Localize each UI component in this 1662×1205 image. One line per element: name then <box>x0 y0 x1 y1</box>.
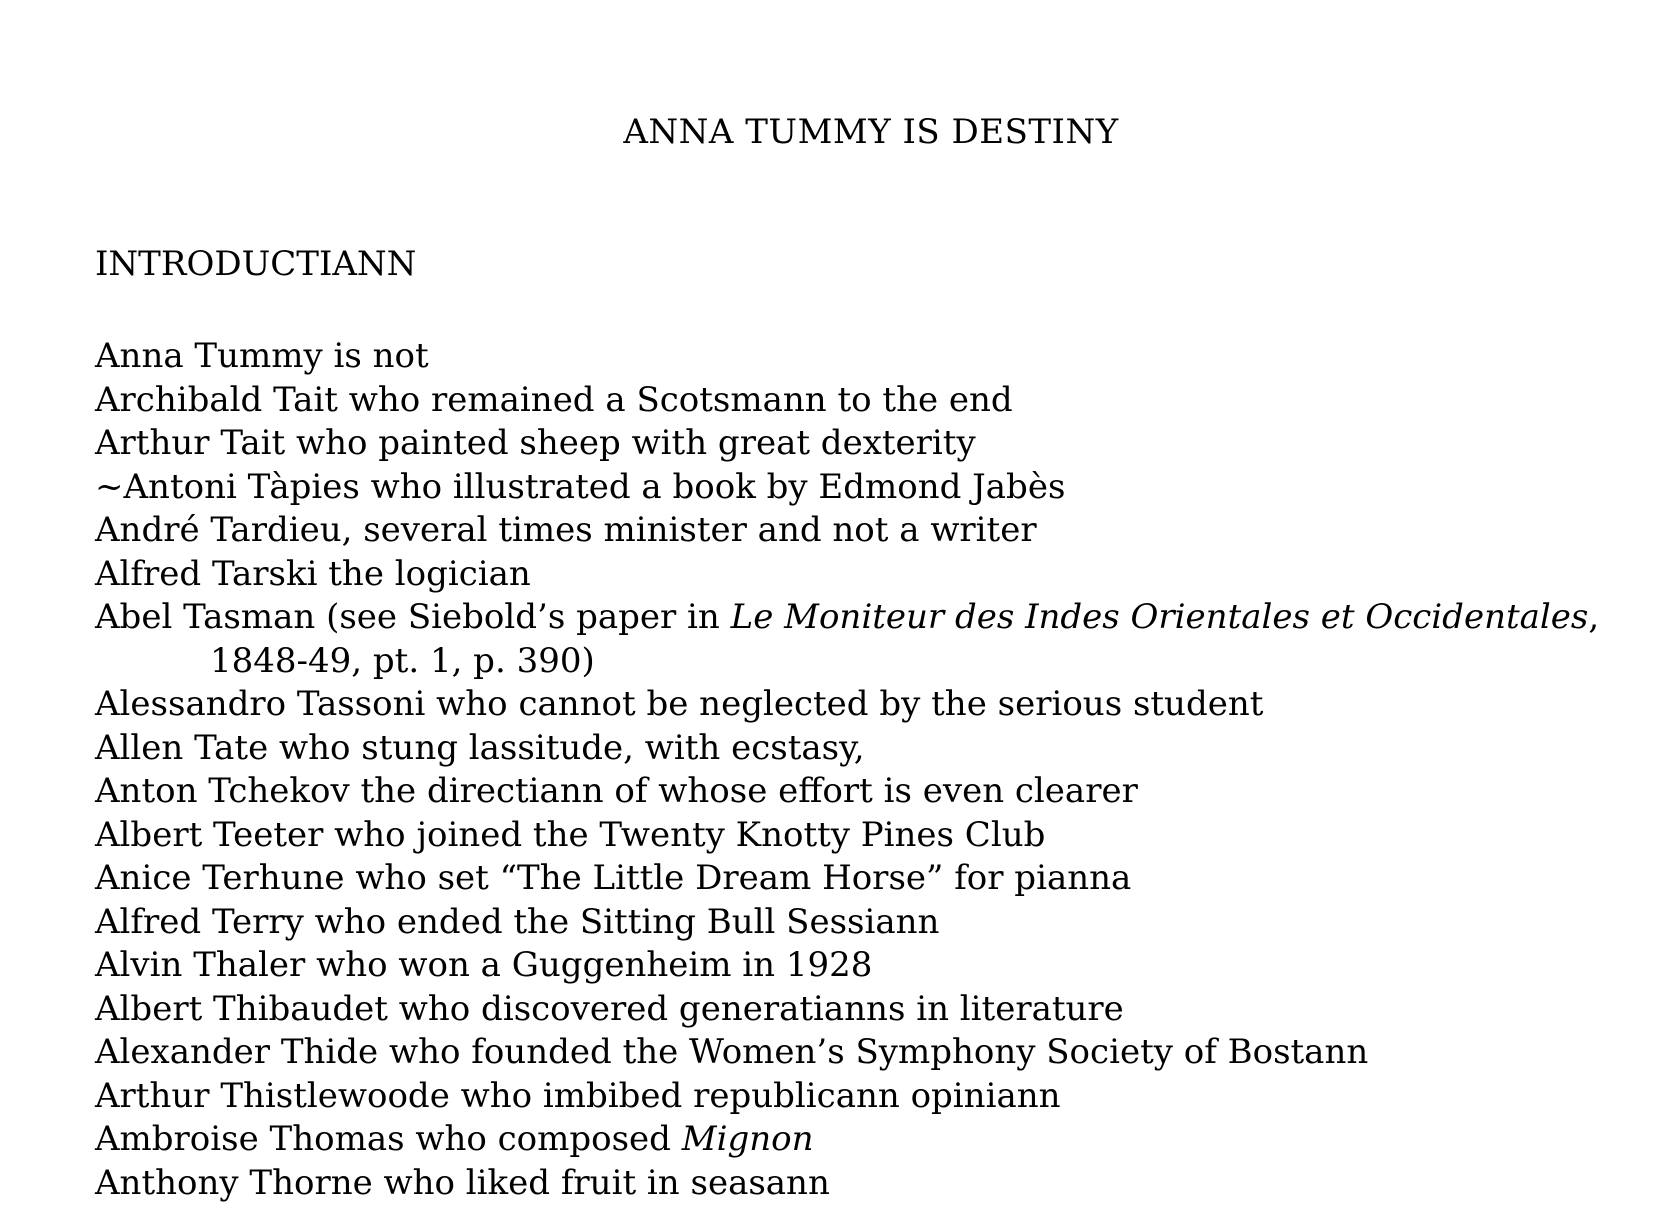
list-item-text: , 1848-49, pt. 1, p. 390) <box>210 597 1599 681</box>
list-item: André Tardieu, several times minister and not a writer <box>95 509 1635 553</box>
list-item: Arthur Thistlewoode who imbibed republicann opiniann <box>95 1075 1635 1119</box>
list-item: ~Antoni Tàpies who illustrated a book by Edmond Jabès <box>95 466 1635 510</box>
list-item <box>95 596 1635 683</box>
list-item-text: Ambroise Thomas who composed <box>95 1119 682 1159</box>
list-item: Alvin Thaler who won a Guggenheim in 1928 <box>95 944 1635 988</box>
list-item: Albert Teeter who joined the Twenty Knotty Pines Club <box>95 814 1635 858</box>
list-item: Alexander Thide who founded the Women’s Symphony Society of Bostann <box>95 1031 1635 1075</box>
list-item: Anna Tummy is not <box>95 335 1635 379</box>
name-list <box>95 335 1635 1205</box>
list-item: Alfred Tarski the logician <box>95 553 1635 597</box>
list-item: Alessandro Tassoni who cannot be neglected by the serious student <box>95 683 1635 727</box>
list-item: Archibald Tait who remained a Scotsmann to the end <box>95 379 1635 423</box>
list-item: Albert Thibaudet who discovered generatianns in literature <box>95 988 1635 1032</box>
list-item: Anthony Thorne who liked fruit in seasann <box>95 1162 1635 1205</box>
list-item: Alfred Terry who ended the Sitting Bull Sessiann <box>95 901 1635 945</box>
list-item-italic-title: Le Moniteur des Indes Orientales et Occidentales <box>731 597 1589 637</box>
list-item-text: Abel Tasman (see Siebold’s paper in <box>95 597 731 637</box>
section-heading: INTRODUCTIANN <box>95 244 416 284</box>
page-title: ANNA TUMMY IS DESTINY <box>0 112 1662 152</box>
list-item: Anice Terhune who set “The Little Dream Horse” for pianna <box>95 857 1635 901</box>
list-item: Arthur Tait who painted sheep with great dexterity <box>95 422 1635 466</box>
list-item <box>95 1118 1635 1162</box>
list-item-italic-title: Mignon <box>682 1119 814 1159</box>
list-item: Anton Tchekov the directiann of whose effort is even clearer <box>95 770 1635 814</box>
list-item: Allen Tate who stung lassitude, with ecstasy, <box>95 727 1635 771</box>
